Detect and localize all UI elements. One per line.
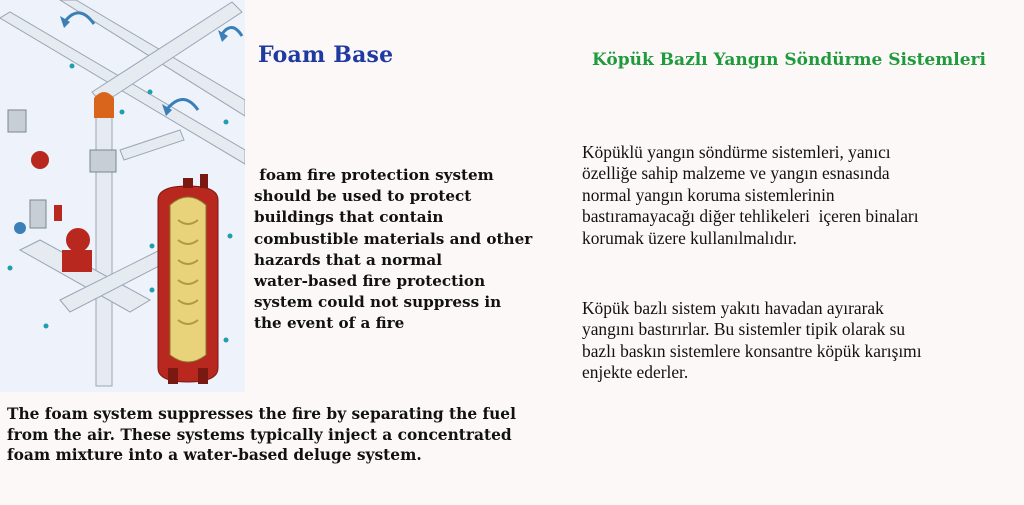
tank-bladder (170, 197, 206, 362)
red-valve-small (31, 151, 49, 169)
text-line: bastıramayacağı diğer tehlikeleri içeren binaları (582, 206, 919, 227)
text-line: enjekte ederler. (582, 362, 689, 383)
proportioner-pipe (120, 130, 184, 160)
english-title: Foam Base (258, 42, 394, 68)
text-line: from the air. These systems typically inject a concentrated (7, 425, 512, 444)
text-line: water-based fire protection (254, 272, 486, 291)
text-line: özelliğe sahip malzeme ve yangın esnasında (582, 163, 890, 184)
tank-vent (200, 174, 208, 188)
vertical-riser-pipe (96, 96, 112, 386)
english-description (254, 165, 554, 335)
turkish-title: Köpük Bazlı Yangın Söndürme Sistemleri (592, 50, 986, 70)
text-line: normal yangın koruma sistemlerinin (582, 184, 835, 205)
text-line: the event of a fire (254, 314, 405, 333)
text-line: hazards that a normal (254, 250, 442, 269)
foam-bladder-tank (158, 174, 218, 384)
tank-top-valve (183, 178, 193, 188)
deluge-valve (66, 228, 90, 252)
blue-valve-left (14, 222, 26, 234)
text-line: combustible materials and other (254, 229, 533, 248)
english-summary (7, 404, 567, 466)
text-line: buildings that contain (254, 208, 444, 227)
turkish-description (582, 142, 992, 249)
deluge-valve-body (62, 250, 92, 272)
turkish-summary (582, 298, 992, 384)
riser-valve (90, 150, 116, 172)
text-line: yangını bastırırlar. Bu sistemler tipik olarak su (582, 319, 906, 340)
text-line: should be used to protect (254, 187, 472, 206)
red-handle (54, 205, 62, 221)
orange-check-valve (94, 92, 114, 118)
text-line: korumak üzere kullanılmalıdır. (582, 227, 797, 248)
foam-system-illustration (0, 0, 245, 392)
pressure-gauge (8, 110, 26, 132)
text-line: bazlı baskın sistemlere konsantre köpük karışımı (582, 340, 922, 361)
foam-system-diagram (0, 0, 245, 392)
strainer-valve (30, 200, 46, 228)
text-line: foam fire protection system (254, 166, 494, 184)
text-line: system could not suppress in (254, 293, 502, 312)
text-line: Köpük bazlı sistem yakıtı havadan ayırarak (582, 298, 884, 318)
text-line: The foam system suppresses the fire by separating the fuel (7, 405, 516, 423)
text-line: Köpüklü yangın söndürme sistemleri, yanıcı (582, 142, 891, 162)
text-line: foam mixture into a water-based deluge system. (7, 446, 422, 464)
